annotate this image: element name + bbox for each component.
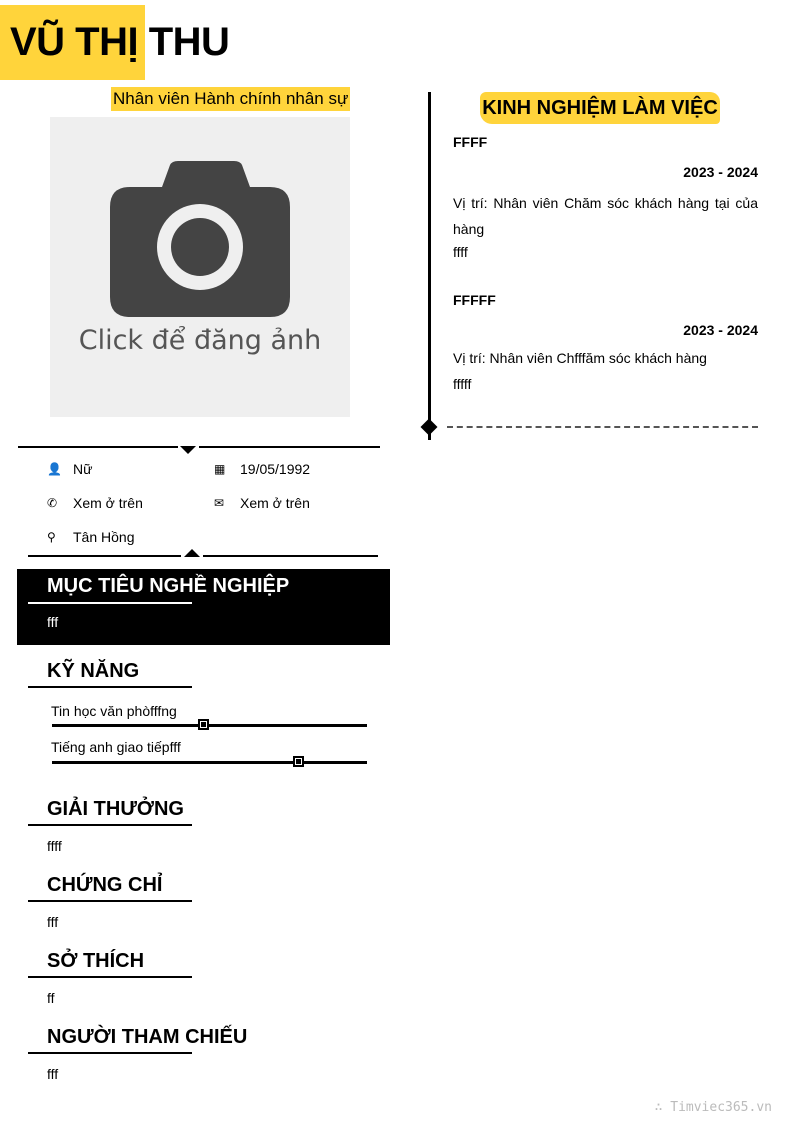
title-underline: [28, 686, 192, 688]
skill-level-knob: [198, 719, 209, 730]
address-value: Tân Hồng: [73, 529, 135, 545]
skill-bar: [52, 761, 367, 764]
divider: [199, 446, 380, 448]
certificates-title: CHỨNG CHỈ: [47, 874, 163, 896]
map-marker-icon: ⚲: [47, 530, 56, 544]
title-underline: [28, 602, 192, 604]
title-underline: [28, 900, 192, 902]
hobbies-text: ff: [47, 990, 55, 1006]
user-icon: 👤: [47, 462, 62, 476]
timeline-diamond-icon: [421, 419, 438, 436]
divider: [203, 555, 378, 557]
watermark: ∴ Timviec365.vn: [654, 1100, 772, 1115]
camera-icon: [110, 161, 290, 317]
skills-title: KỸ NĂNG: [47, 660, 140, 682]
birthday-value: 19/05/1992: [240, 461, 311, 477]
skill-bar: [52, 724, 367, 727]
objective-text: fff: [47, 614, 59, 630]
candidate-name: VŨ THỊ THU: [10, 20, 230, 64]
experience-title: KINH NGHIỆM LÀM VIỆC: [480, 92, 720, 124]
certificates-text: fff: [47, 914, 59, 930]
calendar-icon: ▦: [214, 462, 226, 476]
timeline-line: [428, 92, 431, 440]
birthday: [214, 461, 310, 477]
envelope-icon: ✉: [214, 496, 225, 510]
divider: [28, 555, 181, 557]
awards-text: ffff: [47, 838, 62, 854]
title-underline: [28, 976, 192, 978]
period: 2023 - 2024: [683, 164, 758, 180]
hobbies-title: SỞ THÍCH: [47, 950, 145, 972]
phone-value: Xem ở trên: [73, 495, 143, 511]
description: fffff: [453, 376, 472, 392]
objective-section: [17, 569, 390, 645]
gender: [47, 461, 92, 477]
title-underline: [28, 1052, 192, 1054]
email: [214, 495, 310, 511]
phone-icon: ✆: [47, 496, 58, 510]
skill-level-knob: [293, 756, 304, 767]
skill-label: Tin học văn phòfffng: [51, 703, 177, 719]
company-name: FFFF: [453, 134, 488, 150]
gender-value: Nữ: [73, 461, 93, 477]
arrow-down-icon: [180, 446, 196, 454]
photo-upload-label: Click để đăng ảnh: [78, 325, 322, 356]
references-text: fff: [47, 1066, 59, 1082]
skill-label: Tiếng anh giao tiếpfff: [51, 739, 181, 755]
awards-title: GIẢI THƯỞNG: [47, 798, 184, 820]
email-value: Xem ở trên: [240, 495, 310, 511]
divider: [18, 446, 178, 448]
objective-title: MỤC TIÊU NGHỀ NGHIỆP: [47, 575, 290, 597]
description: ffff: [453, 244, 468, 260]
position: Vị trí: Nhân viên Chăm sóc khách hàng tại của hàng: [453, 195, 758, 237]
phone: [47, 495, 143, 511]
position: Vị trí: Nhân viên Chfffăm sóc khách hàng: [453, 350, 707, 366]
photo-upload[interactable]: [50, 117, 350, 417]
address: [47, 529, 134, 545]
dashed-divider: [447, 426, 758, 428]
title-underline: [28, 824, 192, 826]
arrow-up-icon: [184, 549, 200, 557]
job-title: Nhân viên Hành chính nhân sự: [111, 87, 350, 111]
company-name: FFFFF: [453, 292, 496, 308]
references-title: NGƯỜI THAM CHIẾU: [47, 1026, 248, 1048]
period: 2023 - 2024: [683, 322, 758, 338]
